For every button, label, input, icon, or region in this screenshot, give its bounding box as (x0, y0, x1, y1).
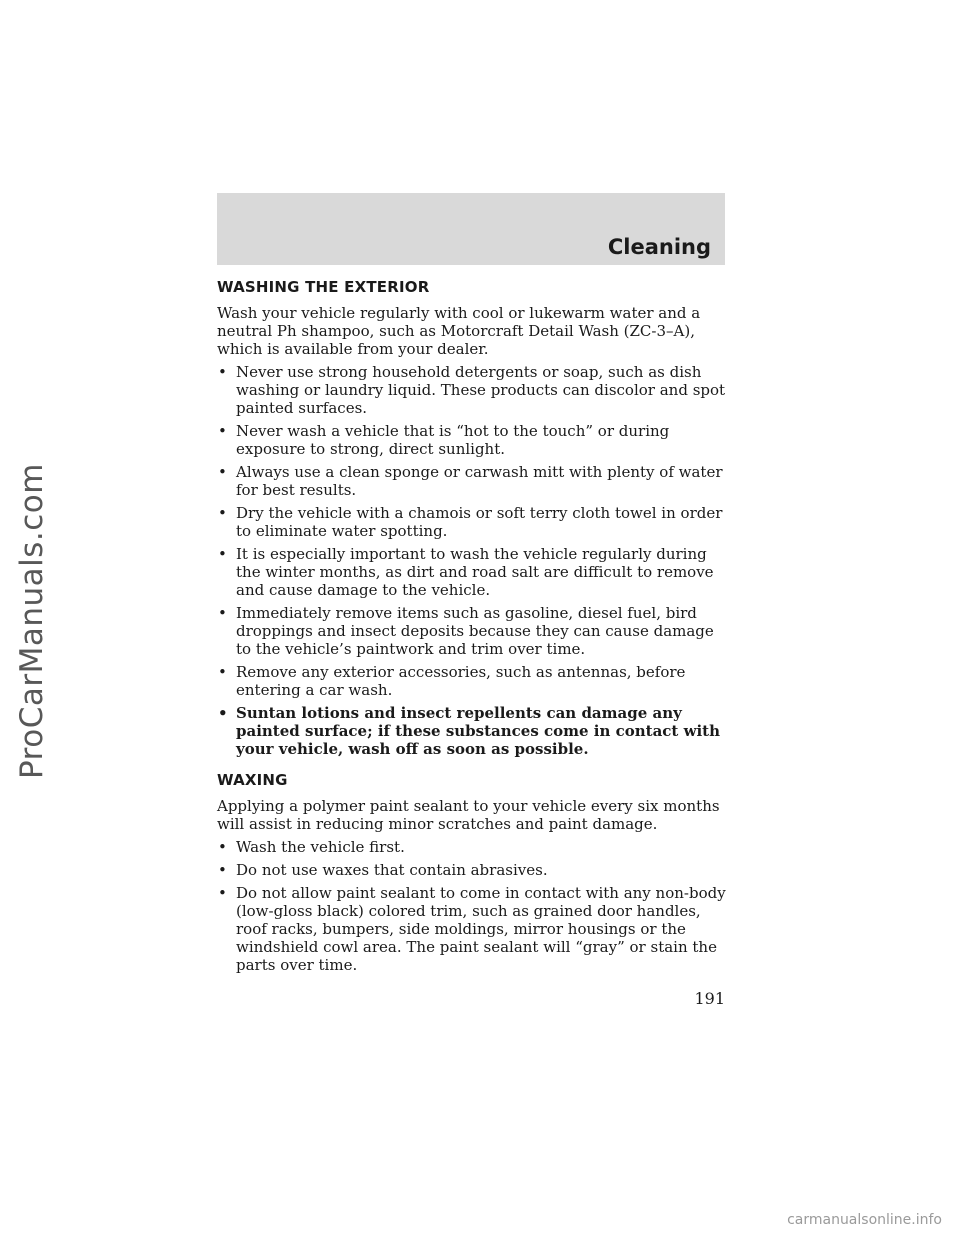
list-item-warning: • Suntan lotions and insect repellents can damage any painted surface; if these substances come in contact with your vehicle, wash off as soon as possible. (217, 704, 729, 758)
washing-bullet-list (217, 363, 729, 758)
list-item: • Never use strong household detergents or soap, such as dish washing or laundry liquid. These products can discolor and spot painted surfaces. (217, 363, 729, 417)
side-watermark (10, 0, 54, 1242)
page-content (217, 277, 729, 979)
list-item: • Do not allow paint sealant to come in contact with any non-body (low-gloss black) colored trim, such as grained door handles, roof racks, bumpers, side moldings, mirror housings or the windshield cowl area. The paint sealant will “gray” or stain the parts over time. (217, 884, 729, 974)
section-header-band (217, 193, 725, 265)
footer-watermark: carmanualsonline.info (787, 1212, 942, 1228)
list-item: • Remove any exterior accessories, such as antennas, before entering a car wash. (217, 663, 729, 699)
washing-heading: WASHING THE EXTERIOR (217, 278, 430, 296)
waxing-intro: Applying a polymer paint sealant to your vehicle every six months will assist in reducing minor scratches and paint damage. (217, 797, 720, 833)
list-item: • Immediately remove items such as gasoline, diesel fuel, bird droppings and insect deposits because they can cause damage to the vehicle’s paintwork and trim over time. (217, 604, 729, 658)
list-item: • It is especially important to wash the vehicle regularly during the winter months, as dirt and road salt are difficult to remove and cause damage to the vehicle. (217, 545, 729, 599)
side-watermark-text: ProCarManuals.com (14, 463, 50, 779)
page-number: 191 (694, 989, 725, 1008)
washing-intro: Wash your vehicle regularly with cool or lukewarm water and a neutral Ph shampoo, such as Motorcraft Detail Wash (ZC-3–A), which is available from your dealer. (217, 304, 701, 358)
list-item: • Always use a clean sponge or carwash mitt with plenty of water for best results. (217, 463, 729, 499)
section-title: Cleaning (607, 235, 711, 259)
list-item: • Do not use waxes that contain abrasives. (217, 861, 729, 879)
waxing-bullet-list (217, 838, 729, 974)
waxing-heading: WAXING (217, 771, 288, 789)
list-item: • Wash the vehicle first. (217, 838, 729, 856)
list-item: • Dry the vehicle with a chamois or soft terry cloth towel in order to eliminate water spotting. (217, 504, 729, 540)
list-item: • Never wash a vehicle that is “hot to the touch” or during exposure to strong, direct sunlight. (217, 422, 729, 458)
